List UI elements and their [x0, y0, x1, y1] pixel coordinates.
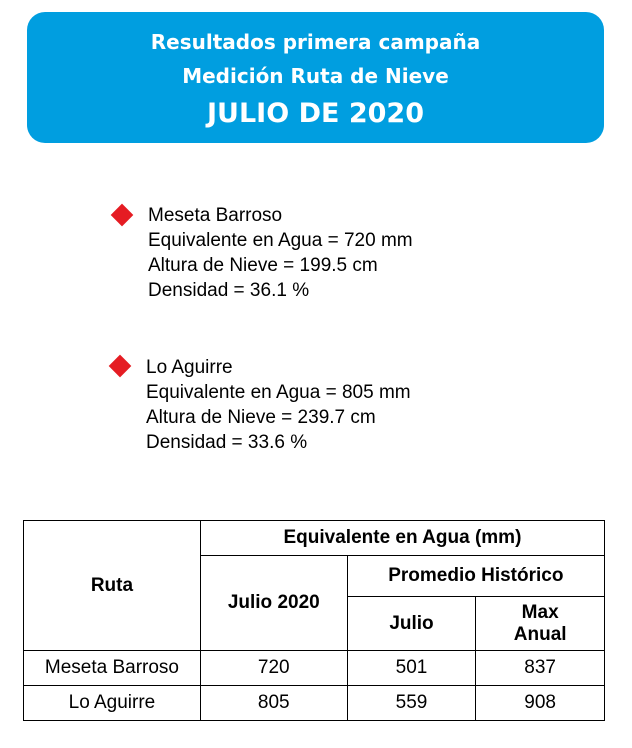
cell-max-anual: 908: [476, 686, 605, 721]
title-banner: [27, 12, 604, 143]
diamond-bullet-icon: [111, 204, 134, 227]
station-name: Meseta Barroso: [148, 205, 283, 226]
cell-max-anual: 837: [476, 651, 605, 686]
title-line-2: Medición Ruta de Nieve: [182, 64, 449, 88]
header-ruta: Ruta: [24, 521, 201, 651]
cell-julio: 559: [347, 686, 476, 721]
station-altura: Altura de Nieve = 199.5 cm: [148, 255, 378, 276]
station-densidad: Densidad = 36.1 %: [148, 280, 310, 301]
header-julio: Julio: [347, 597, 476, 651]
header-promedio-historico: Promedio Histórico: [347, 556, 604, 597]
title-line-3: JULIO DE 2020: [207, 98, 424, 129]
station-name: Lo Aguirre: [146, 357, 233, 378]
title-line-1: Resultados primera campaña: [150, 30, 481, 54]
station-equivalente: Equivalente en Agua = 805 mm: [146, 382, 411, 403]
station-densidad: Densidad = 33.6 %: [146, 432, 308, 453]
cell-ruta: Meseta Barroso: [24, 651, 201, 686]
table-row: [24, 686, 605, 721]
station-lo-aguirre: [146, 355, 411, 455]
header-equivalente-agua: Equivalente en Agua (mm): [200, 521, 604, 556]
table-row: [24, 651, 605, 686]
header-max-line1: Max: [521, 601, 559, 623]
cell-ruta: Lo Aguirre: [24, 686, 201, 721]
results-table: [23, 520, 605, 721]
station-meseta-barroso: [148, 203, 413, 303]
station-altura: Altura de Nieve = 239.7 cm: [146, 407, 376, 428]
cell-julio-2020: 805: [200, 686, 347, 721]
cell-julio-2020: 720: [200, 651, 347, 686]
header-julio-2020: Julio 2020: [200, 556, 347, 651]
diamond-bullet-icon: [109, 355, 132, 378]
header-max-anual: [476, 597, 605, 651]
header-max-line2: Anual: [513, 623, 567, 645]
station-equivalente: Equivalente en Agua = 720 mm: [148, 230, 413, 251]
cell-julio: 501: [347, 651, 476, 686]
